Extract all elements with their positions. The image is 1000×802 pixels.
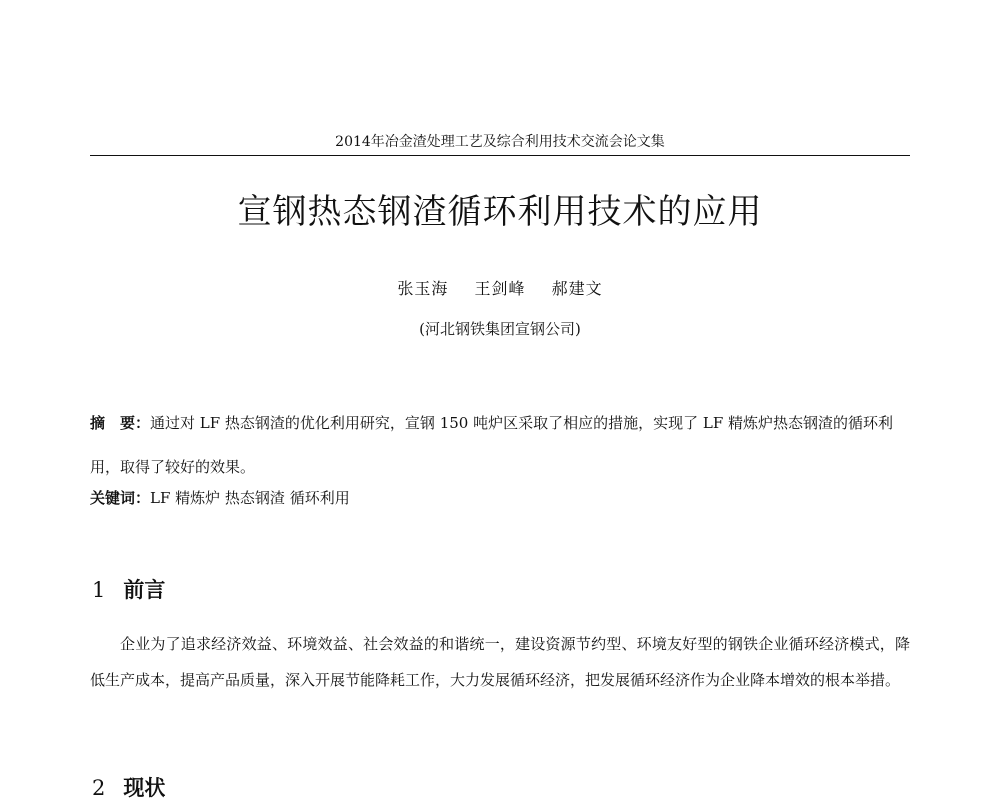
author-name: 张玉海: [397, 279, 449, 298]
abstract-label: 摘 要：: [90, 414, 151, 432]
running-header: 2014年冶金渣处理工艺及综合利用技术交流会论文集: [335, 134, 665, 150]
header-rule: [90, 155, 910, 156]
keywords-text: LF 精炼炉 热态钢渣 循环利用: [150, 489, 350, 507]
author-name: 王剑峰: [474, 279, 526, 298]
section-number: 1: [92, 578, 106, 602]
paper-title: 宣钢热态钢渣循环利用技术的应用: [237, 192, 763, 232]
section-title: 现状: [123, 776, 166, 800]
section-title: 前言: [123, 578, 166, 602]
section-body-introduction: 企业为了追求经济效益、环境效益、社会效益的和谐统一，建设资源节约型、环境友好型的钢铁企业循环经济模式，降低生产成本，提高产品质量，深入开展节能降耗工作，大力发展循环经济，把发展循环经济作为企业降本增效的根本举措。: [90, 635, 910, 689]
section-heading-introduction: [92, 576, 912, 604]
abstract-text: 通过对 LF 热态钢渣的优化利用研究，宣钢 150 吨炉区采取了相应的措施，实现了 LF 精炼炉热态钢渣的循环利用，取得了较好的效果。: [90, 414, 893, 476]
author-name: 郝建文: [551, 279, 603, 298]
author-list: [90, 278, 910, 300]
keywords: [90, 486, 910, 510]
keywords-label: 关键词：: [90, 489, 151, 507]
abstract: [90, 401, 910, 489]
affiliation: (河北钢铁集团宣钢公司): [419, 320, 581, 338]
section-heading-status: [92, 774, 912, 802]
section-number: 2: [92, 776, 106, 800]
